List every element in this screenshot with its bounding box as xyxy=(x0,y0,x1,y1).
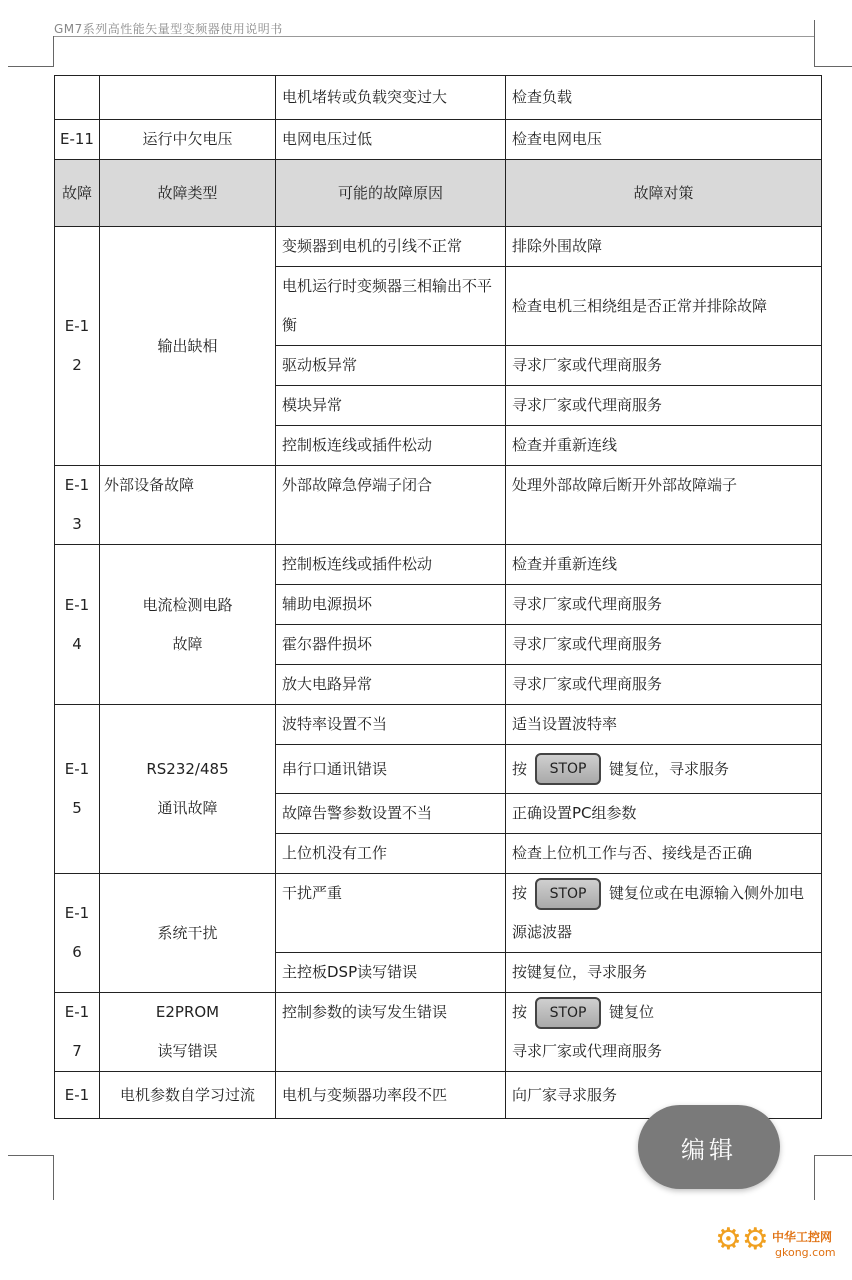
fault-type-cell: 运行中欠电压 xyxy=(100,120,276,160)
fault-type-cell: 电流检测电路 故障 xyxy=(100,545,276,705)
stop-key-icon: STOP xyxy=(535,997,601,1029)
fault-cause-cell: 控制板连线或插件松动 xyxy=(276,426,506,466)
fault-type-cell: 电机参数自学习过流 xyxy=(100,1072,276,1119)
fault-cause-cell: 模块异常 xyxy=(276,386,506,426)
fault-remedy-cell: 向厂家寻求服务 xyxy=(506,1072,822,1119)
crop-mark xyxy=(8,66,54,67)
fault-remedy-cell: 检查负载 xyxy=(506,76,822,120)
fault-cause-cell: 电网电压过低 xyxy=(276,120,506,160)
fault-remedy-cell: 寻求厂家或代理商服务 xyxy=(506,665,822,705)
fault-type-cell: RS232/485 通讯故障 xyxy=(100,705,276,874)
fault-cause-cell: 霍尔器件损坏 xyxy=(276,625,506,665)
table-row xyxy=(55,545,822,585)
fault-type-cell: 外部设备故障 xyxy=(100,466,276,545)
table-row xyxy=(55,705,822,745)
fault-remedy-cell: 正确设置PC组参数 xyxy=(506,794,822,834)
fault-cause-cell: 变频器到电机的引线不正常 xyxy=(276,227,506,267)
fault-cause-cell: 电机堵转或负载突变过大 xyxy=(276,76,506,120)
fault-type-cell: E2PROM 读写错误 xyxy=(100,993,276,1072)
crop-mark xyxy=(53,36,54,66)
crop-mark xyxy=(814,1155,852,1156)
fault-remedy-cell: 排除外围故障 xyxy=(506,227,822,267)
table-row xyxy=(55,874,822,953)
column-header-code: 故障 xyxy=(55,160,100,227)
fault-remedy-cell: 寻求厂家或代理商服务 xyxy=(506,585,822,625)
gear-icon: ⚙⚙ xyxy=(715,1222,769,1257)
fault-type-cell xyxy=(100,76,276,120)
table-row xyxy=(55,120,822,160)
fault-code-cell: E-1 2 xyxy=(55,227,100,466)
fault-remedy-cell: 检查上位机工作与否、接线是否正确 xyxy=(506,834,822,874)
fault-cause-cell: 控制参数的读写发生错误 xyxy=(276,993,506,1072)
fault-cause-cell: 串行口通讯错误 xyxy=(276,745,506,794)
fault-remedy-cell xyxy=(506,874,822,953)
page-header: GM7系列高性能矢量型变频器使用说明书 xyxy=(54,22,283,36)
column-header-cause: 可能的故障原因 xyxy=(276,160,506,227)
fault-cause-cell: 电机与变频器功率段不匹 xyxy=(276,1072,506,1119)
watermark-url: gkong.com xyxy=(775,1246,836,1259)
table-row xyxy=(55,227,822,267)
fault-remedy-cell xyxy=(506,993,822,1072)
fault-cause-cell: 驱动板异常 xyxy=(276,346,506,386)
fault-cause-cell: 上位机没有工作 xyxy=(276,834,506,874)
fault-type-cell: 系统干扰 xyxy=(100,874,276,993)
column-header-type: 故障类型 xyxy=(100,160,276,227)
fault-code-cell: E-1 4 xyxy=(55,545,100,705)
fault-remedy-cell: 按键复位，寻求服务 xyxy=(506,953,822,993)
fault-cause-cell: 辅助电源损坏 xyxy=(276,585,506,625)
fault-remedy-cell: 检查电网电压 xyxy=(506,120,822,160)
table-row xyxy=(55,466,822,545)
fault-cause-cell: 电机运行时变频器三相输出不平衡 xyxy=(276,267,506,346)
column-header-remedy: 故障对策 xyxy=(506,160,822,227)
fault-code-cell: E-1 7 xyxy=(55,993,100,1072)
table-row xyxy=(55,993,822,1072)
press-label: 按 xyxy=(512,1003,528,1021)
stop-key-icon: STOP xyxy=(535,878,601,910)
fault-code-cell: E-1 6 xyxy=(55,874,100,993)
fault-cause-cell: 外部故障急停端子闭合 xyxy=(276,466,506,545)
fault-cause-cell: 主控板DSP读写错误 xyxy=(276,953,506,993)
press-label: 按 xyxy=(512,884,528,902)
fault-code-cell xyxy=(55,76,100,120)
watermark-name: 中华工控网 xyxy=(772,1230,833,1244)
fault-remedy-cell: 处理外部故障后断开外部故障端子 xyxy=(506,466,822,545)
fault-cause-cell: 故障告警参数设置不当 xyxy=(276,794,506,834)
fault-type-cell: 输出缺相 xyxy=(100,227,276,466)
fault-remedy-cell: 寻求厂家或代理商服务 xyxy=(506,386,822,426)
fault-remedy-cell: 检查并重新连线 xyxy=(506,426,822,466)
fault-remedy-cell: 检查电机三相绕组是否正常并排除故障 xyxy=(506,267,822,346)
fault-cause-cell: 控制板连线或插件松动 xyxy=(276,545,506,585)
fault-code-cell: E-1 5 xyxy=(55,705,100,874)
table-row xyxy=(55,76,822,120)
edit-button[interactable]: 编辑 xyxy=(638,1105,780,1189)
table-header-row xyxy=(55,160,822,227)
remedy-text: 键复位 寻求厂家或代理商服务 xyxy=(512,1003,663,1060)
crop-mark xyxy=(814,20,815,66)
fault-remedy-cell xyxy=(506,745,822,794)
header-rule xyxy=(54,36,814,37)
fault-cause-cell: 波特率设置不当 xyxy=(276,705,506,745)
crop-mark xyxy=(53,1155,54,1200)
remedy-text: 键复位或在电源输入侧外加电源滤波器 xyxy=(512,884,805,941)
fault-cause-cell: 干扰严重 xyxy=(276,874,506,953)
fault-table xyxy=(54,75,822,1119)
fault-code-cell: E-11 xyxy=(55,120,100,160)
fault-code-cell: E-1 xyxy=(55,1072,100,1119)
crop-mark xyxy=(814,1155,815,1200)
press-label: 按 xyxy=(512,759,528,778)
fault-remedy-cell: 适当设置波特率 xyxy=(506,705,822,745)
remedy-text: 键复位，寻求服务 xyxy=(609,759,730,778)
fault-cause-cell: 放大电路异常 xyxy=(276,665,506,705)
stop-key-icon: STOP xyxy=(535,753,601,785)
crop-mark xyxy=(814,66,852,67)
fault-remedy-cell: 寻求厂家或代理商服务 xyxy=(506,625,822,665)
watermark xyxy=(715,1222,850,1272)
fault-code-cell: E-1 3 xyxy=(55,466,100,545)
crop-mark xyxy=(8,1155,54,1156)
fault-remedy-cell: 寻求厂家或代理商服务 xyxy=(506,346,822,386)
fault-remedy-cell: 检查并重新连线 xyxy=(506,545,822,585)
